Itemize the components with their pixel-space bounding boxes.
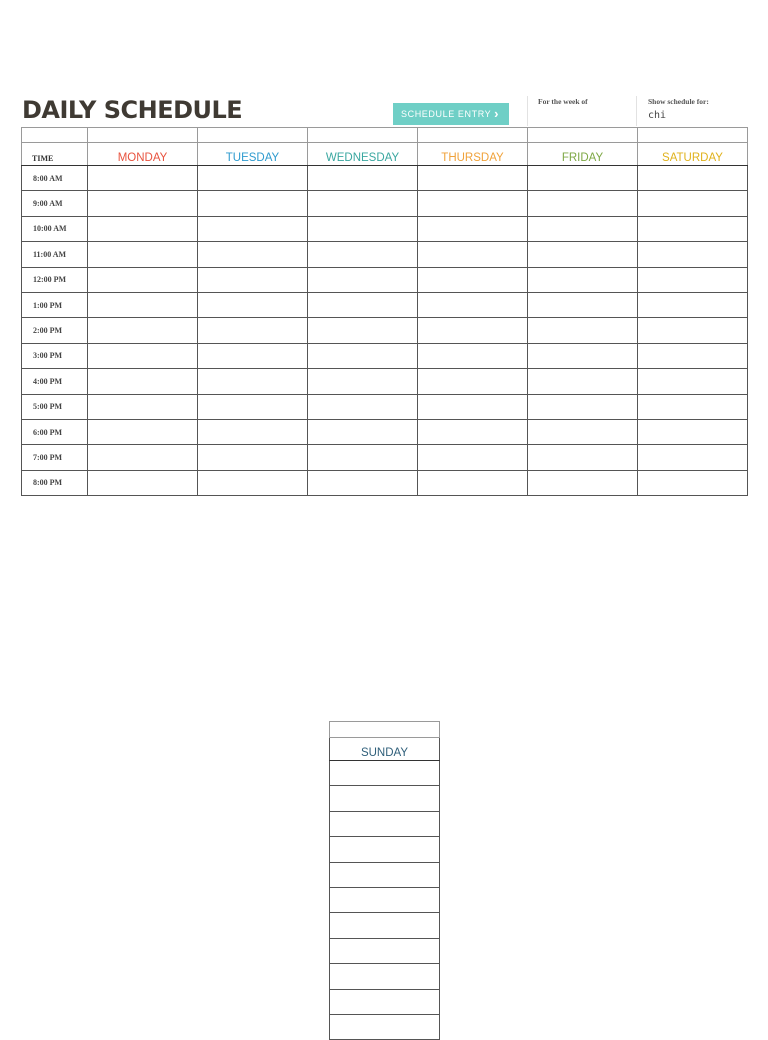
schedule-cell-tuesday[interactable]	[198, 445, 308, 470]
day-header-wednesday: WEDNESDAY	[308, 143, 418, 166]
chevron-right-icon: ›	[494, 106, 499, 121]
schedule-cell-saturday[interactable]	[638, 292, 748, 317]
day-header-sunday: SUNDAY	[330, 738, 440, 761]
schedule-cell-tuesday[interactable]	[198, 394, 308, 419]
schedule-cell-monday[interactable]	[88, 191, 198, 216]
schedule-cell-sunday[interactable]	[330, 786, 440, 811]
sunday-slot-row	[330, 989, 440, 1014]
sunday-spacer-row	[330, 722, 440, 738]
time-slot-label: 3:00 PM	[22, 343, 88, 368]
schedule-cell-friday[interactable]	[528, 470, 638, 495]
schedule-cell-sunday[interactable]	[330, 964, 440, 989]
spacer-cell	[88, 128, 198, 143]
time-slot-row	[22, 318, 748, 343]
schedule-cell-thursday[interactable]	[418, 394, 528, 419]
time-slot-row	[22, 216, 748, 241]
schedule-cell-wednesday[interactable]	[308, 394, 418, 419]
schedule-spacer-row	[22, 128, 748, 143]
schedule-cell-friday[interactable]	[528, 166, 638, 191]
schedule-cell-wednesday[interactable]	[308, 242, 418, 267]
schedule-cell-friday[interactable]	[528, 292, 638, 317]
schedule-cell-saturday[interactable]	[638, 445, 748, 470]
schedule-cell-thursday[interactable]	[418, 216, 528, 241]
schedule-cell-sunday[interactable]	[330, 1014, 440, 1039]
schedule-cell-saturday[interactable]	[638, 318, 748, 343]
schedule-cell-thursday[interactable]	[418, 369, 528, 394]
schedule-cell-tuesday[interactable]	[198, 191, 308, 216]
schedule-cell-friday[interactable]	[528, 242, 638, 267]
sunday-slot-row	[330, 786, 440, 811]
time-slot-label: 11:00 AM	[22, 242, 88, 267]
schedule-cell-sunday[interactable]	[330, 913, 440, 938]
schedule-cell-friday[interactable]	[528, 343, 638, 368]
show-schedule-value[interactable]: chi	[648, 110, 667, 121]
schedule-cell-wednesday[interactable]	[308, 292, 418, 317]
schedule-entry-label: SCHEDULE ENTRY	[401, 109, 492, 119]
time-slot-label: 7:00 PM	[22, 445, 88, 470]
time-slot-label: 9:00 AM	[22, 191, 88, 216]
schedule-cell-sunday[interactable]	[330, 989, 440, 1014]
time-slot-label: 8:00 AM	[22, 166, 88, 191]
schedule-cell-tuesday[interactable]	[198, 216, 308, 241]
time-slot-label: 2:00 PM	[22, 318, 88, 343]
spacer-cell	[528, 128, 638, 143]
schedule-cell-monday[interactable]	[88, 292, 198, 317]
schedule-cell-friday[interactable]	[528, 445, 638, 470]
day-header-tuesday: TUESDAY	[198, 143, 308, 166]
schedule-cell-thursday[interactable]	[418, 242, 528, 267]
schedule-cell-tuesday[interactable]	[198, 267, 308, 292]
spacer-cell	[638, 128, 748, 143]
time-slot-label: 4:00 PM	[22, 369, 88, 394]
schedule-cell-wednesday[interactable]	[308, 191, 418, 216]
time-slot-row	[22, 394, 748, 419]
day-header-monday: MONDAY	[88, 143, 198, 166]
schedule-cell-thursday[interactable]	[418, 470, 528, 495]
schedule-cell-friday[interactable]	[528, 216, 638, 241]
weekly-schedule-table	[21, 127, 748, 496]
schedule-cell-thursday[interactable]	[418, 292, 528, 317]
time-slot-row	[22, 191, 748, 216]
spacer-cell	[418, 128, 528, 143]
schedule-cell-thursday[interactable]	[418, 166, 528, 191]
schedule-cell-saturday[interactable]	[638, 394, 748, 419]
schedule-cell-wednesday[interactable]	[308, 419, 418, 444]
schedule-cell-wednesday[interactable]	[308, 216, 418, 241]
sunday-slot-row	[330, 1014, 440, 1039]
schedule-header-row	[22, 143, 748, 166]
schedule-cell-friday[interactable]	[528, 394, 638, 419]
sunday-slot-row	[330, 761, 440, 786]
schedule-cell-monday[interactable]	[88, 166, 198, 191]
day-header-friday: FRIDAY	[528, 143, 638, 166]
schedule-cell-saturday[interactable]	[638, 419, 748, 444]
schedule-cell-saturday[interactable]	[638, 216, 748, 241]
schedule-cell-monday[interactable]	[88, 216, 198, 241]
schedule-cell-sunday[interactable]	[330, 837, 440, 862]
schedule-cell-thursday[interactable]	[418, 445, 528, 470]
schedule-cell-monday[interactable]	[88, 343, 198, 368]
schedule-cell-thursday[interactable]	[418, 343, 528, 368]
sunday-slot-row	[330, 938, 440, 963]
schedule-cell-friday[interactable]	[528, 419, 638, 444]
show-separator	[636, 96, 637, 126]
schedule-cell-monday[interactable]	[88, 445, 198, 470]
sunday-slot-row	[330, 913, 440, 938]
schedule-cell-tuesday[interactable]	[198, 369, 308, 394]
time-slot-row	[22, 445, 748, 470]
time-slot-label: 8:00 PM	[22, 470, 88, 495]
time-slot-row	[22, 267, 748, 292]
schedule-entry-button[interactable]	[393, 103, 509, 125]
schedule-cell-sunday[interactable]	[330, 811, 440, 836]
schedule-cell-thursday[interactable]	[418, 419, 528, 444]
schedule-cell-sunday[interactable]	[330, 862, 440, 887]
schedule-cell-wednesday[interactable]	[308, 369, 418, 394]
schedule-cell-sunday[interactable]	[330, 761, 440, 786]
schedule-cell-tuesday[interactable]	[198, 343, 308, 368]
schedule-cell-tuesday[interactable]	[198, 419, 308, 444]
spacer-cell	[22, 128, 88, 143]
schedule-cell-thursday[interactable]	[418, 191, 528, 216]
schedule-cell-tuesday[interactable]	[198, 166, 308, 191]
time-slot-label: 1:00 PM	[22, 292, 88, 317]
time-slot-row	[22, 242, 748, 267]
schedule-cell-monday[interactable]	[88, 419, 198, 444]
schedule-cell-saturday[interactable]	[638, 191, 748, 216]
day-header-thursday: THURSDAY	[418, 143, 528, 166]
schedule-cell-saturday[interactable]	[638, 369, 748, 394]
schedule-cell-monday[interactable]	[88, 267, 198, 292]
sunday-schedule-table	[329, 721, 440, 1040]
show-schedule-label: Show schedule for:	[648, 97, 709, 106]
schedule-cell-tuesday[interactable]	[198, 470, 308, 495]
schedule-cell-monday[interactable]	[88, 318, 198, 343]
schedule-cell-monday[interactable]	[88, 394, 198, 419]
schedule-cell-friday[interactable]	[528, 267, 638, 292]
spacer-cell	[308, 128, 418, 143]
time-slot-label: 10:00 AM	[22, 216, 88, 241]
sunday-header-row	[330, 738, 440, 761]
time-column-header: TIME	[22, 143, 88, 166]
schedule-cell-tuesday[interactable]	[198, 318, 308, 343]
week-separator	[527, 96, 528, 126]
schedule-cell-monday[interactable]	[88, 369, 198, 394]
sunday-slot-row	[330, 837, 440, 862]
schedule-cell-monday[interactable]	[88, 242, 198, 267]
schedule-cell-saturday[interactable]	[638, 242, 748, 267]
time-slot-row	[22, 369, 748, 394]
schedule-cell-thursday[interactable]	[418, 267, 528, 292]
schedule-cell-tuesday[interactable]	[198, 242, 308, 267]
day-header-saturday: SATURDAY	[638, 143, 748, 166]
page-title: DAILY SCHEDULE	[22, 96, 243, 124]
schedule-cell-sunday[interactable]	[330, 938, 440, 963]
time-slot-label: 6:00 PM	[22, 419, 88, 444]
schedule-cell-saturday[interactable]	[638, 166, 748, 191]
schedule-cell-friday[interactable]	[528, 191, 638, 216]
sunday-slot-row	[330, 964, 440, 989]
time-slot-label: 12:00 PM	[22, 267, 88, 292]
schedule-cell-thursday[interactable]	[418, 318, 528, 343]
time-slot-row	[22, 419, 748, 444]
time-slot-row	[22, 470, 748, 495]
schedule-cell-monday[interactable]	[88, 470, 198, 495]
schedule-cell-saturday[interactable]	[638, 267, 748, 292]
schedule-cell-saturday[interactable]	[638, 343, 748, 368]
schedule-cell-wednesday[interactable]	[308, 318, 418, 343]
week-label: For the week of	[538, 97, 588, 106]
sunday-slot-row	[330, 811, 440, 836]
schedule-cell-wednesday[interactable]	[308, 267, 418, 292]
schedule-cell-friday[interactable]	[528, 369, 638, 394]
time-slot-row	[22, 343, 748, 368]
spacer-cell	[330, 722, 440, 738]
schedule-cell-sunday[interactable]	[330, 887, 440, 912]
spacer-cell	[198, 128, 308, 143]
time-slot-label: 5:00 PM	[22, 394, 88, 419]
sunday-slot-row	[330, 887, 440, 912]
schedule-cell-wednesday[interactable]	[308, 166, 418, 191]
schedule-cell-wednesday[interactable]	[308, 470, 418, 495]
schedule-cell-friday[interactable]	[528, 318, 638, 343]
sunday-slot-row	[330, 862, 440, 887]
schedule-cell-wednesday[interactable]	[308, 343, 418, 368]
time-slot-row	[22, 166, 748, 191]
schedule-cell-saturday[interactable]	[638, 470, 748, 495]
schedule-cell-tuesday[interactable]	[198, 292, 308, 317]
time-slot-row	[22, 292, 748, 317]
schedule-cell-wednesday[interactable]	[308, 445, 418, 470]
